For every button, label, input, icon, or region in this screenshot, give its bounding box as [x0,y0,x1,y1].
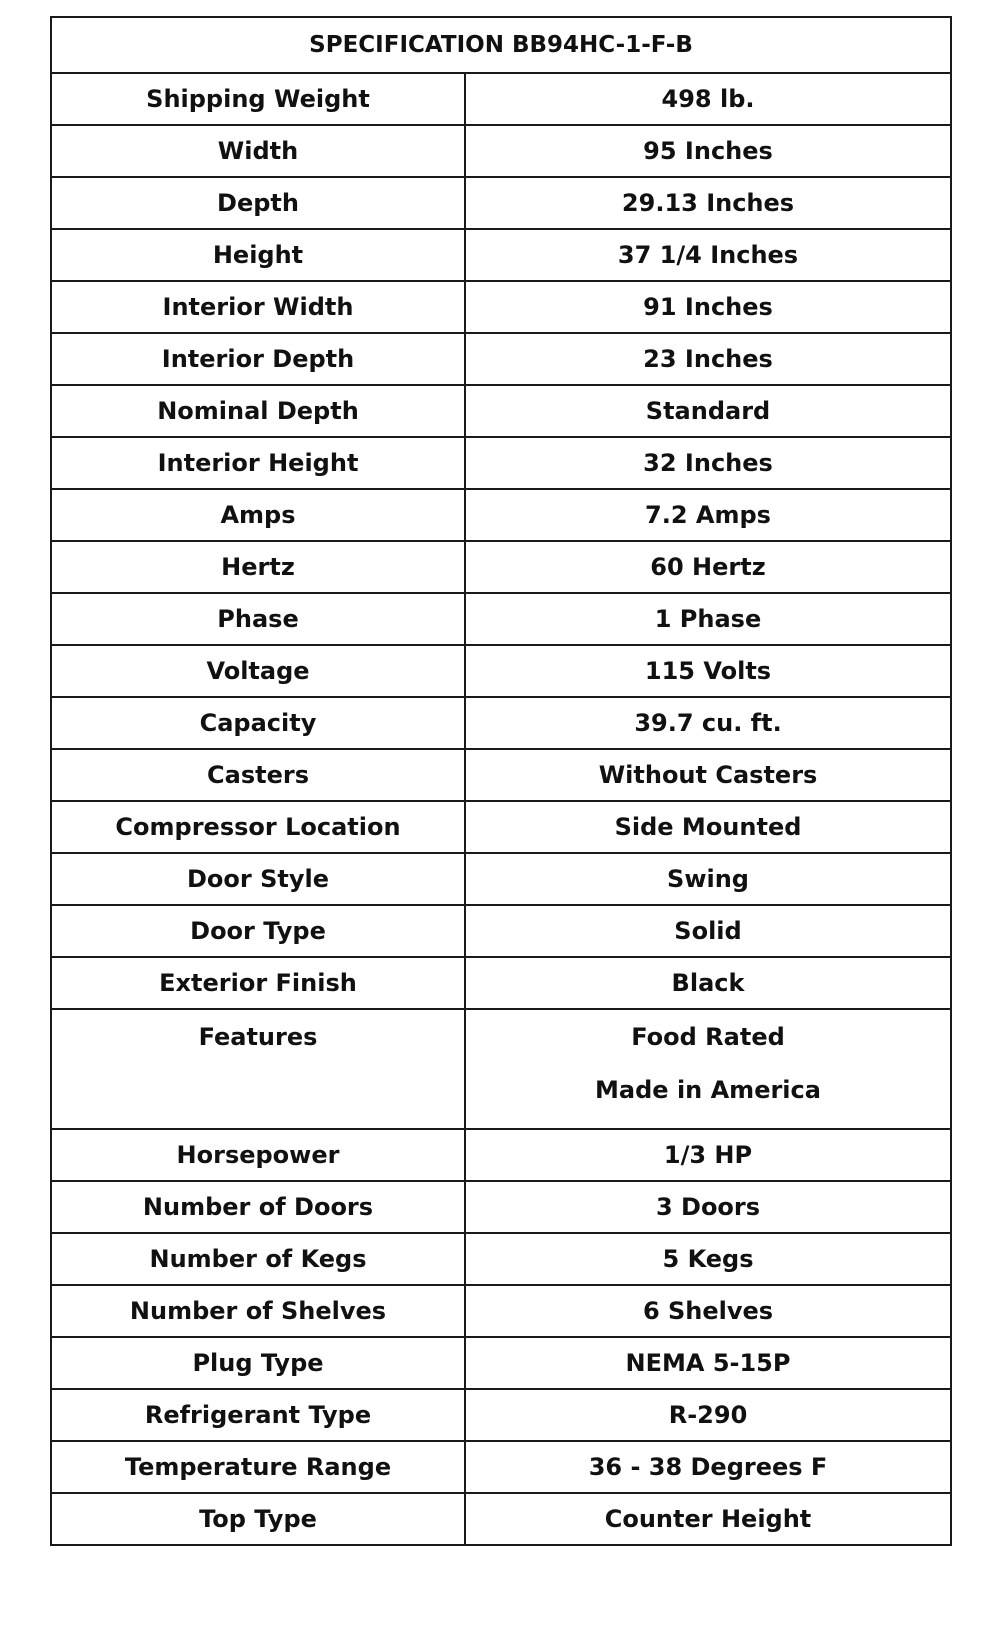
table-row [51,697,951,749]
spec-label: Horsepower [51,1129,465,1181]
spec-label: Hertz [51,541,465,593]
spec-value: 3 Doors [465,1181,951,1233]
spec-label: Exterior Finish [51,957,465,1009]
table-row [51,437,951,489]
table-row [51,645,951,697]
table-row [51,541,951,593]
spec-value: Swing [465,853,951,905]
spec-value: 1/3 HP [465,1129,951,1181]
spec-label: Door Style [51,853,465,905]
spec-value: 5 Kegs [465,1233,951,1285]
spec-label: Capacity [51,697,465,749]
spec-label: Nominal Depth [51,385,465,437]
table-row [51,905,951,957]
spec-label: Number of Shelves [51,1285,465,1337]
table-row [51,385,951,437]
spec-value: Solid [465,905,951,957]
spec-label: Number of Kegs [51,1233,465,1285]
table-row [51,1285,951,1337]
spec-value: 6 Shelves [465,1285,951,1337]
spec-label: Compressor Location [51,801,465,853]
spec-value: NEMA 5-15P [465,1337,951,1389]
table-row [51,73,951,125]
table-row [51,1337,951,1389]
spec-value: Counter Height [465,1493,951,1545]
spec-value: R-290 [465,1389,951,1441]
table-row [51,749,951,801]
spec-value: 498 lb. [465,73,951,125]
spec-value: Standard [465,385,951,437]
table-row [51,957,951,1009]
spec-value: 91 Inches [465,281,951,333]
spec-label: Phase [51,593,465,645]
table-row [51,177,951,229]
table-row [51,1181,951,1233]
spec-label: Temperature Range [51,1441,465,1493]
spec-label [51,1009,465,1129]
spec-label: Width [51,125,465,177]
spec-value-line: Food Rated [631,1023,785,1051]
spec-value: Without Casters [465,749,951,801]
spec-value: 95 Inches [465,125,951,177]
spec-label: Door Type [51,905,465,957]
spec-label: Interior Height [51,437,465,489]
spec-value-line: Made in America [595,1076,821,1104]
table-row [51,853,951,905]
table-row [51,1009,951,1129]
spec-value: 1 Phase [465,593,951,645]
specification-table [50,16,952,1546]
table-row [51,125,951,177]
spec-value: 32 Inches [465,437,951,489]
table-header-row [51,17,951,73]
spec-value: 115 Volts [465,645,951,697]
spec-value: Side Mounted [465,801,951,853]
spec-value [465,1009,951,1129]
table-row [51,1493,951,1545]
table-row [51,593,951,645]
table-row [51,1389,951,1441]
spec-value: 37 1/4 Inches [465,229,951,281]
spec-label: Refrigerant Type [51,1389,465,1441]
table-row [51,281,951,333]
spec-label: Depth [51,177,465,229]
spec-value: 23 Inches [465,333,951,385]
spec-label: Number of Doors [51,1181,465,1233]
spec-label: Casters [51,749,465,801]
spec-value: 60 Hertz [465,541,951,593]
table-row [51,229,951,281]
spec-label: Height [51,229,465,281]
spec-value: 36 - 38 Degrees F [465,1441,951,1493]
spec-label: Amps [51,489,465,541]
table-row [51,1441,951,1493]
spec-label: Voltage [51,645,465,697]
table-row [51,1233,951,1285]
spec-value: 7.2 Amps [465,489,951,541]
spec-label: Top Type [51,1493,465,1545]
spec-label: Plug Type [51,1337,465,1389]
spec-value: Black [465,957,951,1009]
spec-label: Interior Width [51,281,465,333]
spec-label: Shipping Weight [51,73,465,125]
table-row [51,489,951,541]
specification-title: SPECIFICATION BB94HC-1-F-B [51,17,951,73]
specification-rows [51,73,951,1545]
spec-value: 39.7 cu. ft. [465,697,951,749]
spec-label-text: Features [198,1023,318,1051]
spec-value: 29.13 Inches [465,177,951,229]
table-row [51,1129,951,1181]
table-row [51,801,951,853]
table-row [51,333,951,385]
spec-label: Interior Depth [51,333,465,385]
